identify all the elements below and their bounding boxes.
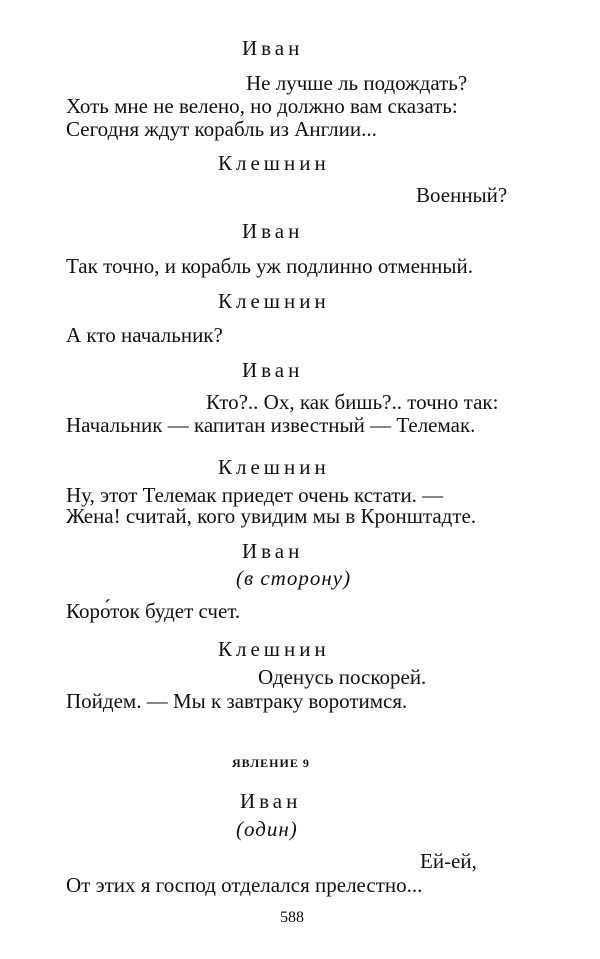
dialogue-line: Кто?.. Ох, как бишь?.. точно так: bbox=[206, 390, 499, 414]
speaker-kleshnin: Клешнин bbox=[218, 289, 330, 313]
dialogue-line: Начальник — капитан известный — Телемак. bbox=[66, 413, 476, 437]
speaker-ivan: Иван bbox=[242, 36, 304, 60]
page-number: 588 bbox=[280, 909, 304, 926]
dialogue-line: Пойдем. — Мы к завтраку воротимся. bbox=[66, 689, 408, 713]
speaker-ivan: Иван bbox=[242, 219, 304, 243]
stage-direction: (один) bbox=[236, 817, 298, 841]
dialogue-line: Не лучше ль подождать? bbox=[246, 71, 468, 95]
dialogue-line: Сегодня ждут корабль из Англии... bbox=[66, 117, 377, 141]
dialogue-line: Так точно, и корабль уж подлинно отменный. bbox=[66, 254, 473, 278]
dialogue-line: Хоть мне не велено, но должно вам сказать: bbox=[66, 94, 458, 118]
speaker-kleshnin: Клешнин bbox=[218, 455, 330, 479]
speaker-ivan: Иван bbox=[242, 358, 304, 382]
speaker-kleshnin: Клешнин bbox=[218, 637, 330, 661]
dialogue-line: От этих я господ отделался прелестно... bbox=[66, 873, 423, 897]
dialogue-line: А кто начальник? bbox=[66, 323, 223, 347]
dialogue-line: Ну, этот Телемак приедет очень кстати. — bbox=[66, 483, 444, 507]
speaker-kleshnin: Клешнин bbox=[218, 151, 330, 175]
speaker-ivan: Иван bbox=[242, 539, 304, 563]
dialogue-line: Коро́ток будет счет. bbox=[66, 599, 241, 623]
scene-heading: ЯВЛЕНИЕ 9 bbox=[232, 756, 310, 770]
dialogue-line: Ей-ей, bbox=[420, 849, 477, 873]
speaker-ivan: Иван bbox=[240, 789, 302, 813]
dialogue-line: Военный? bbox=[416, 183, 508, 207]
dialogue-line: Оденусь поскорей. bbox=[258, 665, 427, 689]
dialogue-line: Жена! считай, кого увидим мы в Кронштадте. bbox=[66, 504, 477, 528]
stage-direction: (в сторону) bbox=[236, 566, 352, 590]
